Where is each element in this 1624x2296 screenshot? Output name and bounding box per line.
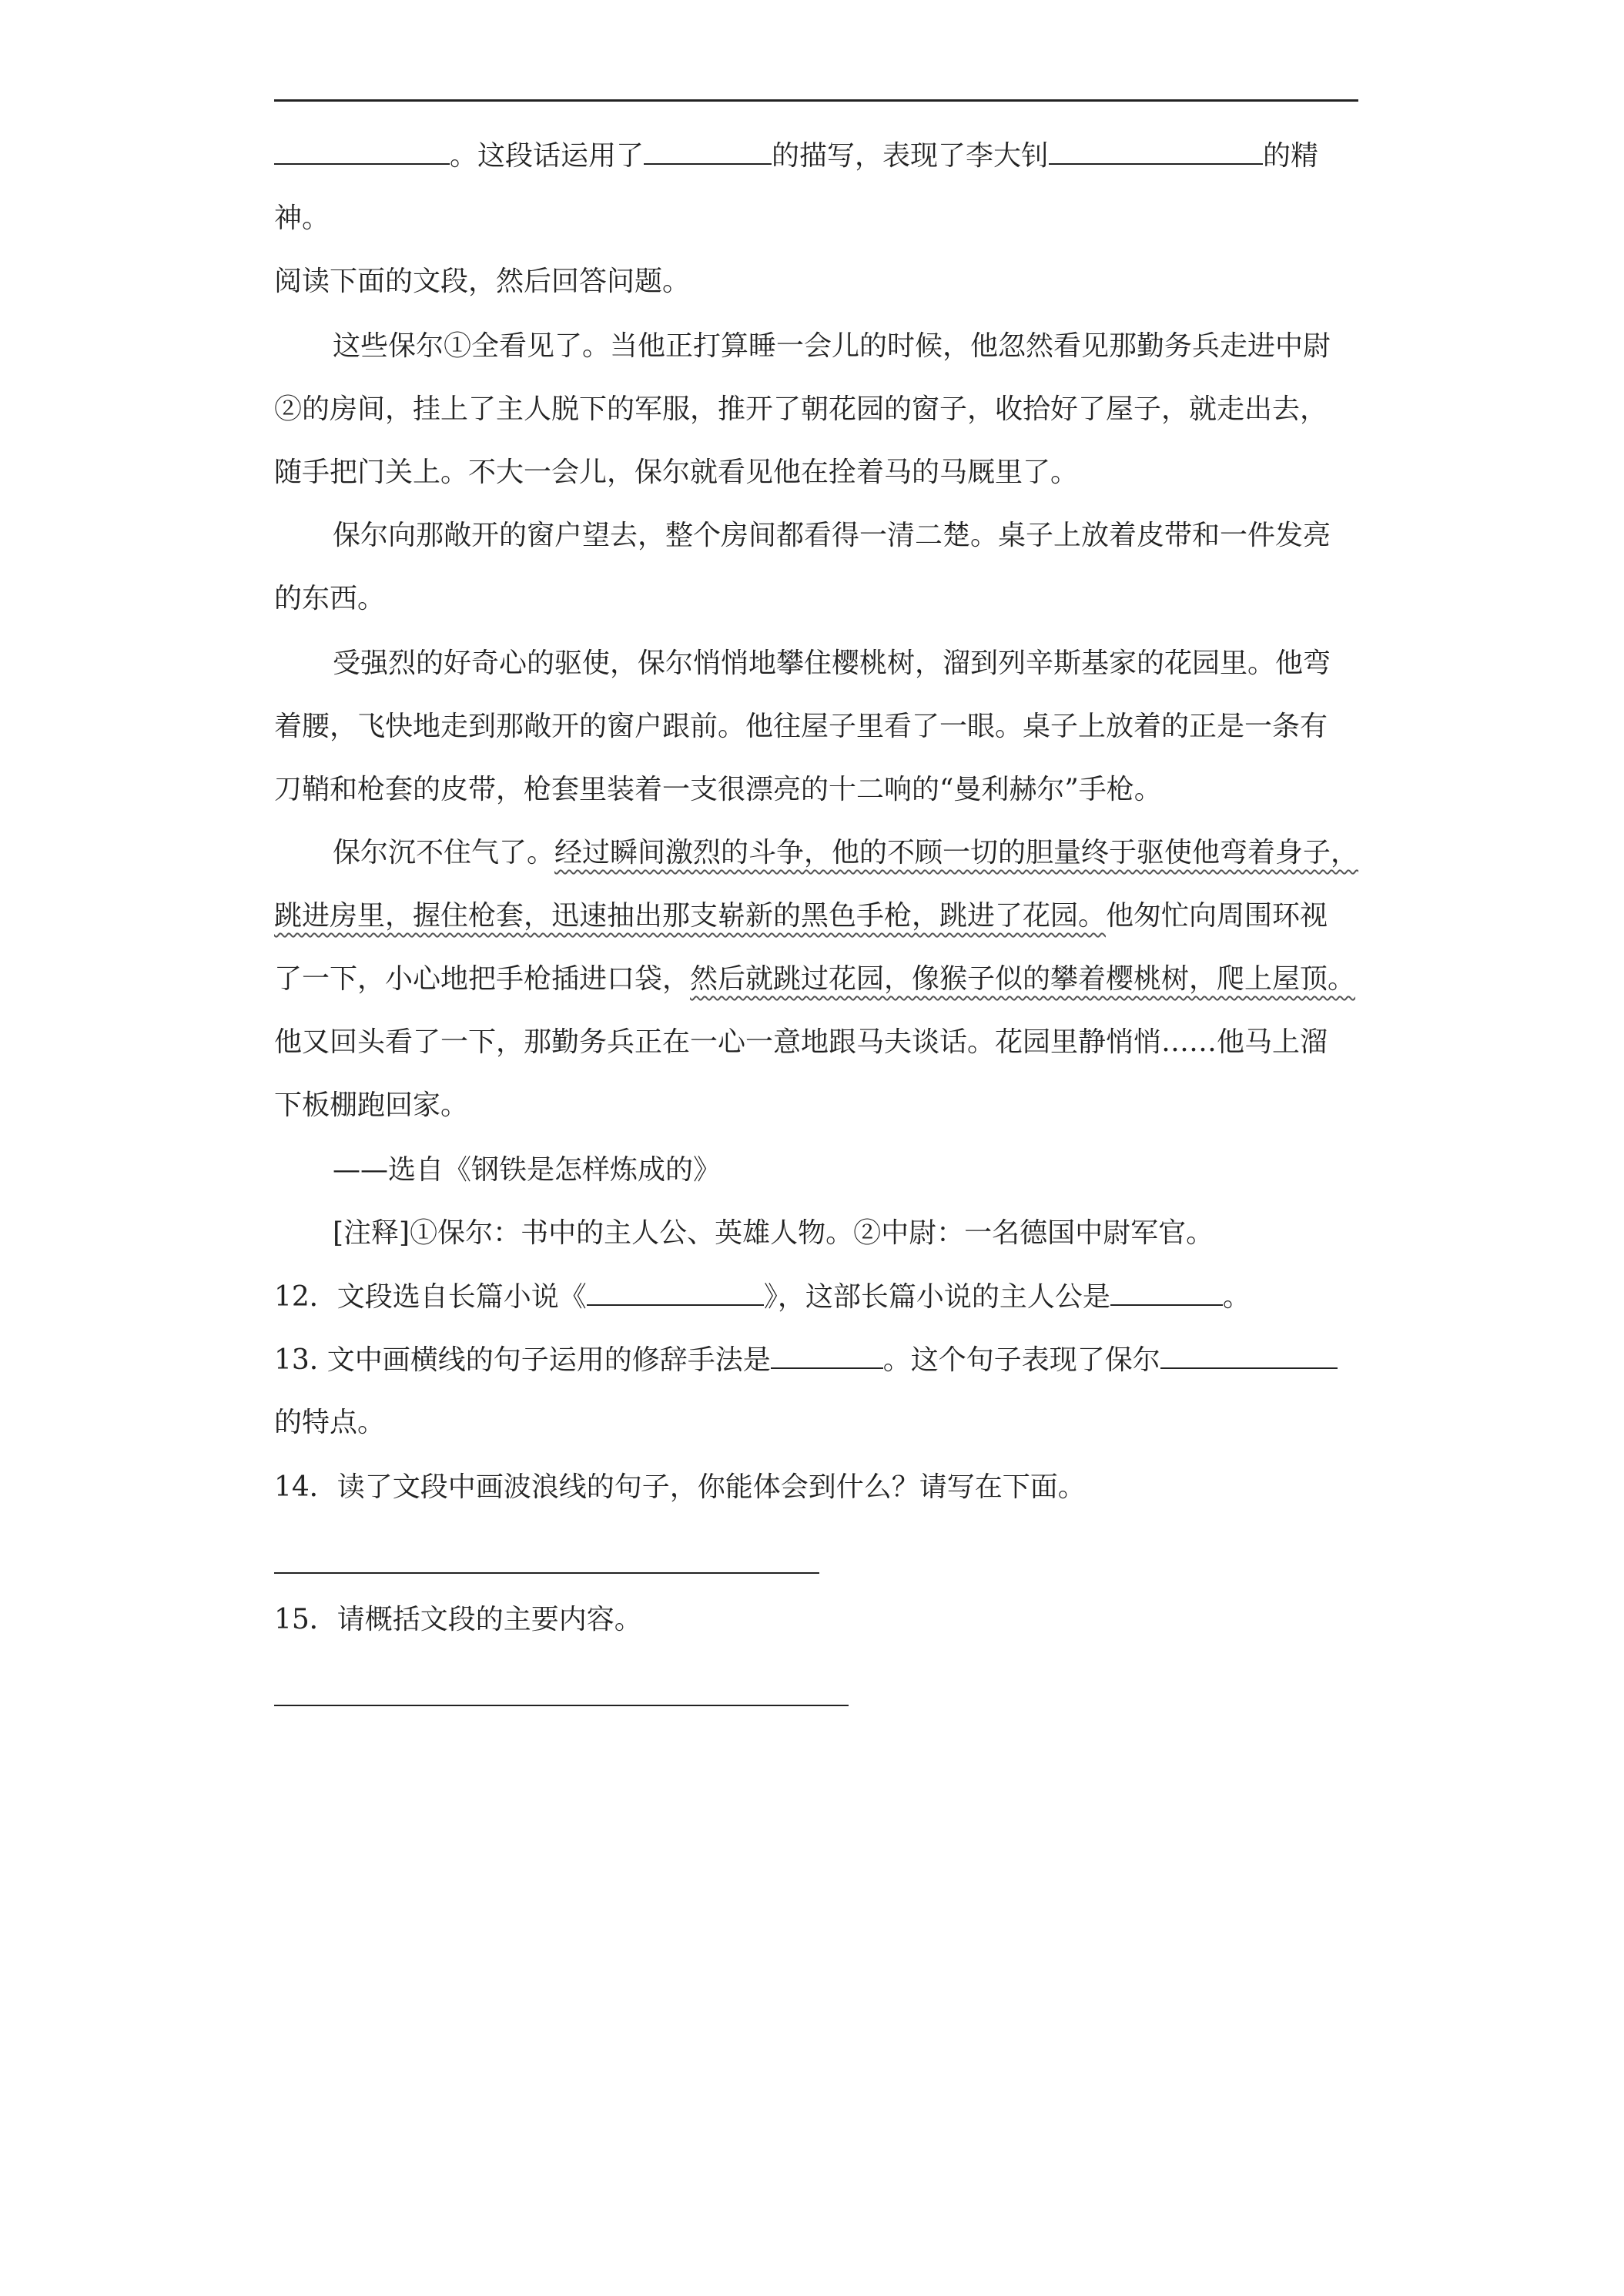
passage-text: 了一下，小心地把手枪插进口袋， (274, 963, 691, 995)
passage-line: 的东西。 (274, 583, 386, 614)
answer-blank[interactable] (274, 140, 450, 165)
question-14: 14．读了文段中画波浪线的句子，你能体会到什么？请写在下面。 (274, 1471, 1086, 1503)
fragment-line-1 (274, 140, 1318, 171)
question-text: 12．文段选自长篇小说《 (274, 1281, 587, 1313)
passage-line: 这些保尔①全看见了。当他正打算睡一会儿的时候，他忽然看见那勤务兵走进中尉 (333, 330, 1331, 362)
question-text: 》，这部长篇小说的主人公是 (763, 1281, 1110, 1313)
question-15: 15．请概括文段的主要内容。 (274, 1604, 642, 1635)
passage-line (274, 964, 1355, 995)
passage-line: 下板棚跑回家。 (274, 1089, 469, 1121)
fragment-text-1: 。这段话运用了 (450, 140, 645, 172)
passage-text: 他匆忙向周围环视 (1106, 900, 1328, 932)
passage-line: 随手把门关上。不大一会儿，保尔就看见他在拴着马的马厩里了。 (274, 457, 1079, 488)
wavy-underlined-sentence: 跳进房里，握住枪套，迅速抽出那支崭新的黑色手枪，跳进了花园。 (274, 900, 1107, 932)
passage-line: 保尔向那敞开的窗户望去，整个房间都看得一清二楚。桌子上放着皮带和一件发亮 (333, 520, 1331, 551)
header-rule (274, 99, 1358, 102)
passage-source: ——选自《钢铁是怎样炼成的》 (333, 1154, 722, 1186)
question-13-line-2: 的特点。 (274, 1407, 386, 1438)
passage-line: 受强烈的好奇心的驱使，保尔悄悄地攀住樱桃树，溜到列辛斯基家的花园里。他弯 (333, 648, 1331, 679)
question-text: 。 (1222, 1281, 1251, 1313)
question-13 (274, 1344, 1338, 1375)
fragment-line-2: 神。 (274, 202, 330, 234)
question-text: 13. 文中画横线的句子运用的修辞手法是 (274, 1344, 771, 1376)
passage-note: [注释]①保尔：书中的主人公、英雄人物。②中尉：一名德国中尉军官。 (333, 1217, 1214, 1249)
wavy-underlined-sentence: 然后就跳过花园，像猴子似的攀着樱桃树，爬上屋顶。 (690, 963, 1356, 995)
wavy-underlined-sentence: 经过瞬间激烈的斗争，他的不顾一切的胆量终于驱使他弯着身子， (554, 837, 1359, 869)
answer-blank[interactable] (771, 1344, 883, 1369)
answer-blank[interactable] (587, 1281, 764, 1306)
passage-text: 保尔沉不住气了。 (333, 837, 555, 869)
answer-blank[interactable] (644, 140, 772, 165)
answer-line-q14[interactable] (274, 1572, 819, 1574)
passage-line (274, 901, 1328, 932)
passage-line (274, 838, 1358, 869)
answer-blank[interactable] (1049, 140, 1263, 165)
question-text: 。这个句子表现了保尔 (882, 1344, 1160, 1376)
answer-line-q15[interactable] (274, 1705, 849, 1706)
question-12 (274, 1281, 1251, 1312)
fragment-text-2: 的描写，表现了李大钊 (772, 140, 1050, 172)
passage-line: ②的房间，挂上了主人脱下的军服，推开了朝花园的窗子，收拾好了屋子，就走出去， (274, 393, 1328, 425)
answer-blank[interactable] (1110, 1281, 1223, 1306)
passage-line: 他又回头看了一下，那勤务兵正在一心一意地跟马夫谈话。花园里静悄悄……他马上溜 (274, 1026, 1328, 1058)
passage-line: 着腰，飞快地走到那敞开的窗户跟前。他往屋子里看了一眼。桌子上放着的正是一条有 (274, 711, 1328, 742)
answer-blank[interactable] (1160, 1344, 1338, 1369)
passage-line: 刀鞘和枪套的皮带，枪套里装着一支很漂亮的十二响的“曼利赫尔”手枪。 (274, 774, 1162, 805)
reading-instruction: 阅读下面的文段，然后回答问题。 (274, 266, 691, 297)
fragment-text-3: 的精 (1263, 140, 1319, 172)
